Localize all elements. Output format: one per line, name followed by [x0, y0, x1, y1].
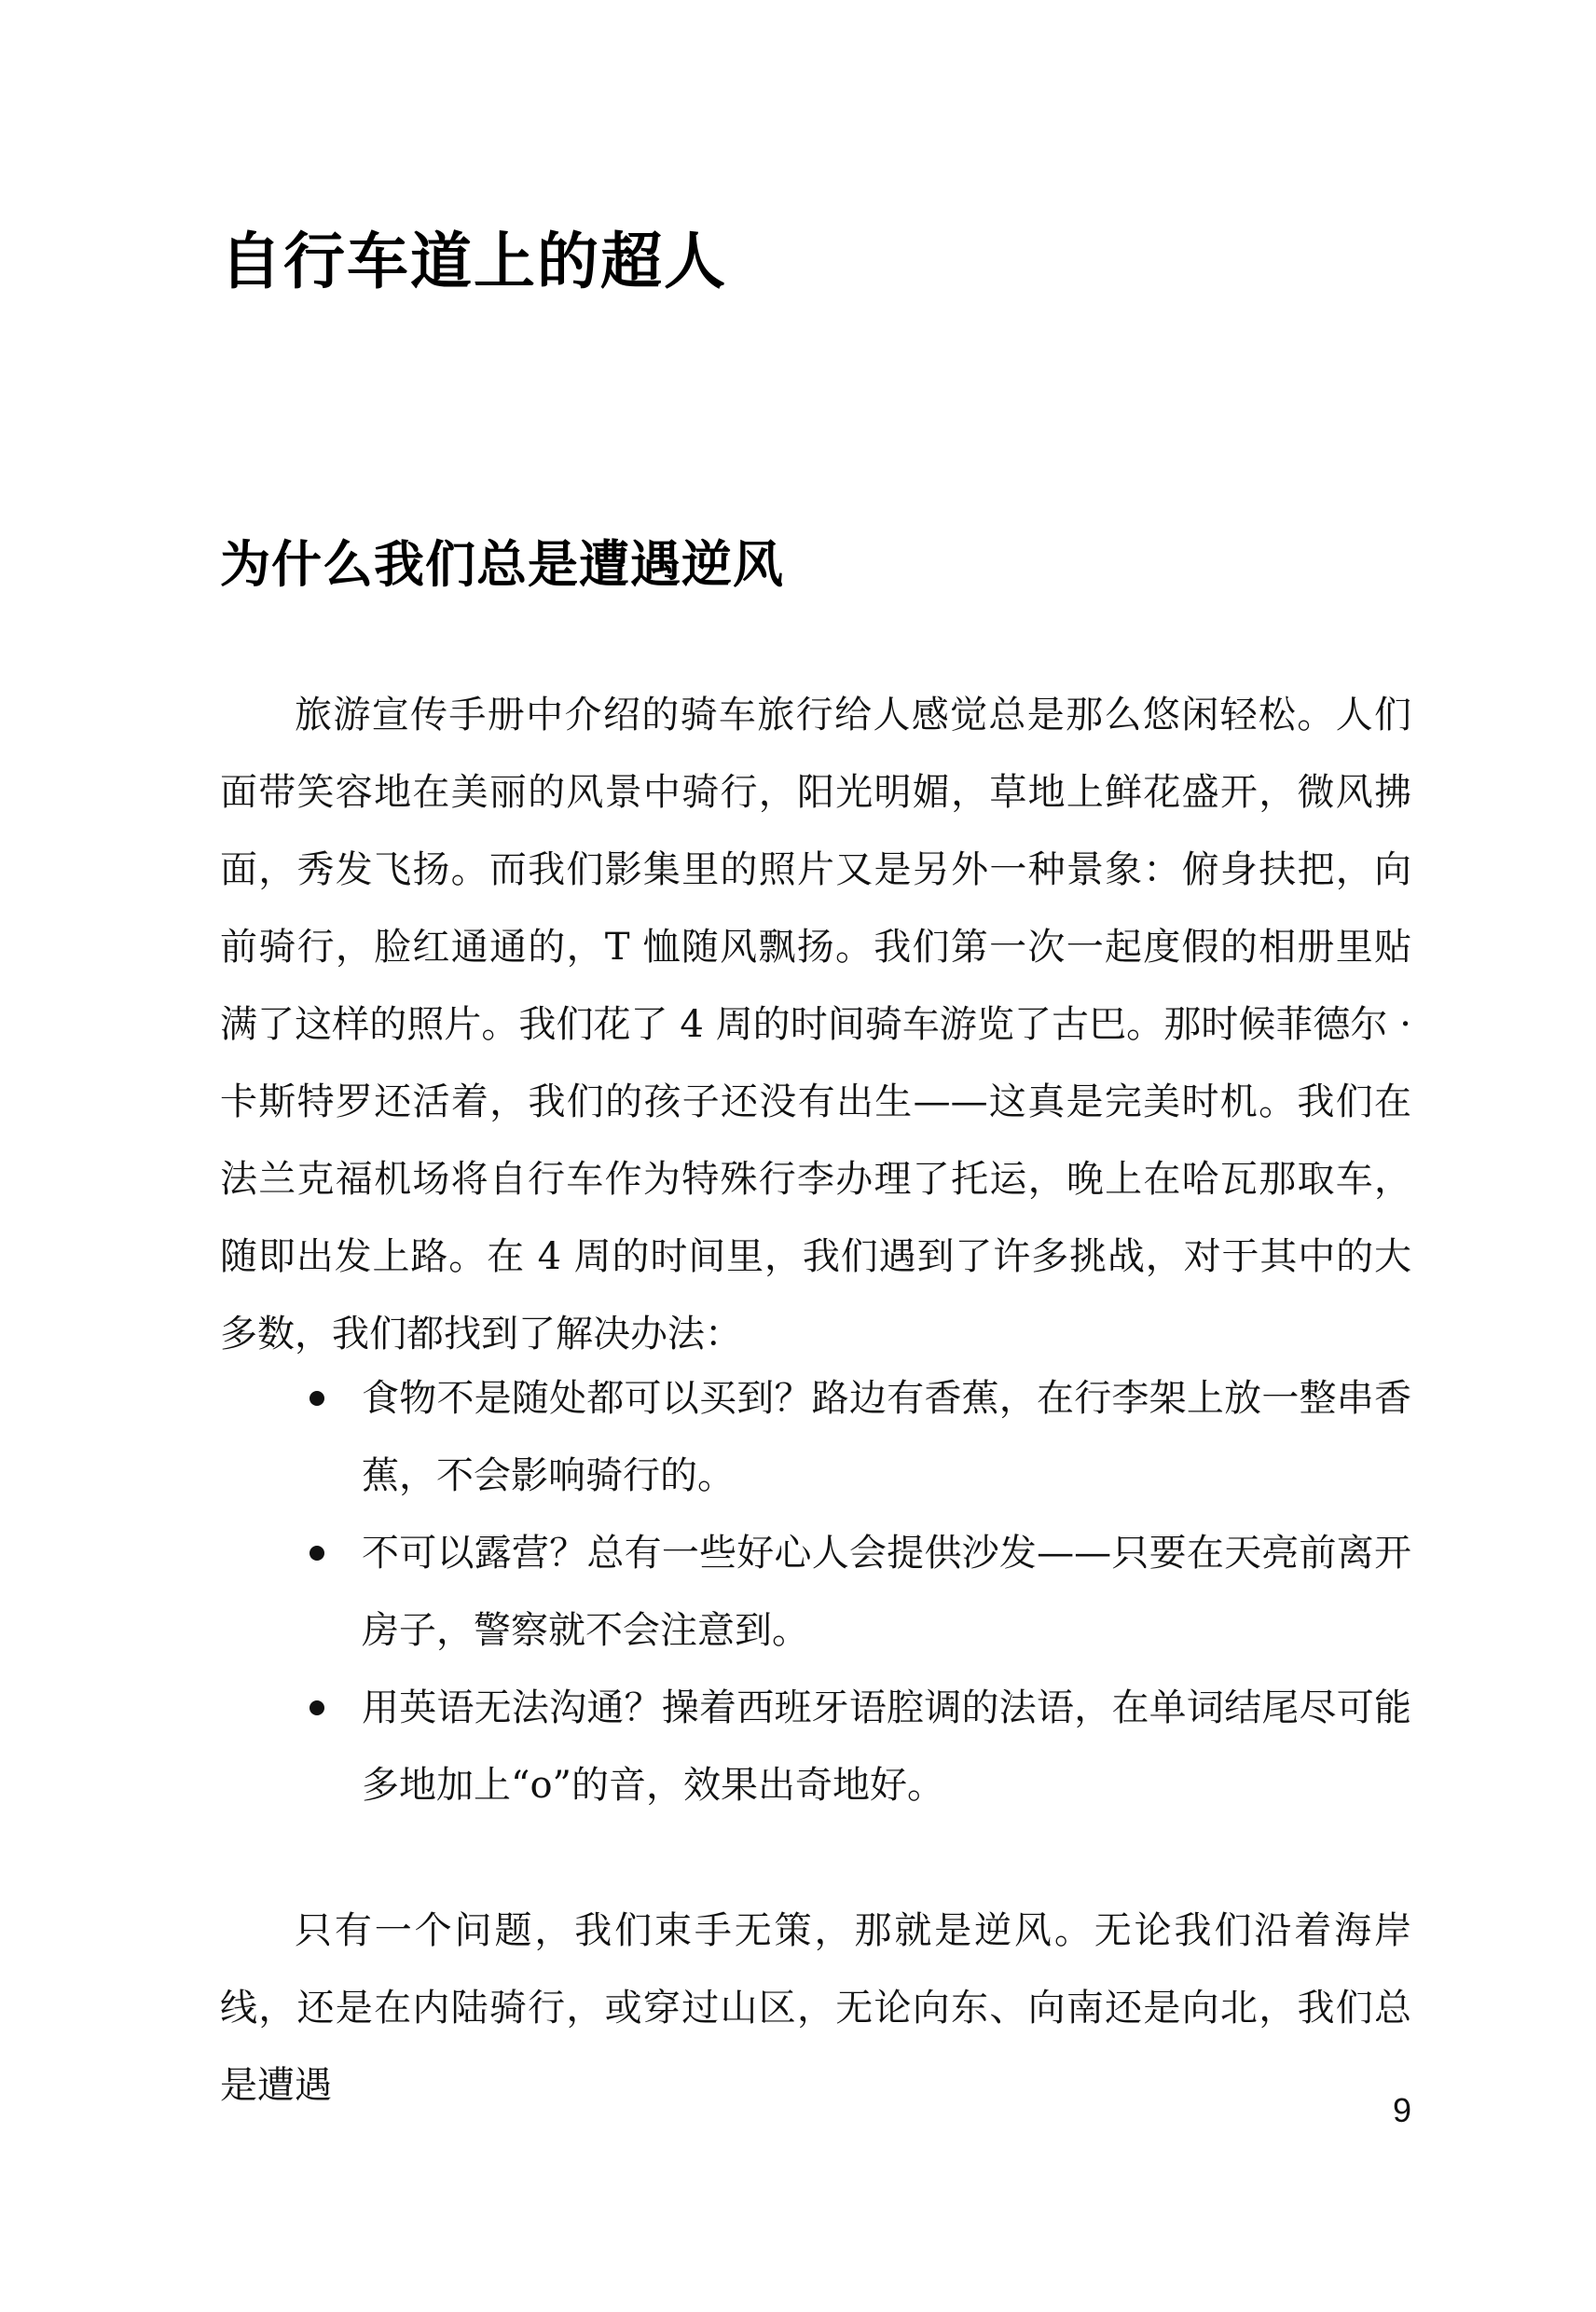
list-item-text: 食物不是随处都可以买到？路边有香蕉，在行李架上放一整串香蕉，不会影响骑行的。	[362, 1377, 1411, 1497]
section-title: 为什么我们总是遭遇逆风	[220, 534, 784, 594]
paragraph-2	[220, 1892, 1411, 2125]
list-item-text: 不可以露营？总有一些好心人会提供沙发——只要在天亮前离开房子，警察就不会注意到。	[362, 1532, 1411, 1652]
list-item	[220, 1360, 1411, 1515]
page-number: 9	[1392, 2091, 1411, 2129]
chapter-title: 自行车道上的超人	[220, 226, 727, 297]
list-item	[220, 1515, 1411, 1670]
paragraph-1-text: 旅游宣传手册中介绍的骑车旅行给人感觉总是那么悠闲轻松。人们面带笑容地在美丽的风景中骑行，阳光明媚，草地上鲜花盛开，微风拂面，秀发飞扬。而我们影集里的照片又是另外一种景象：俯身扶把，向前骑行，脸红通通的，T 恤随风飘扬。我们第一次一起度假的相册里贴满了这样的照片。我们花了 4 周的时间骑车游览了古巴。那时候菲德尔 · 卡斯特罗还活着，我们的孩子还没有出生——这真是完美时机。我们在法兰克福机场将自行车作为特殊行李办理了托运，晚上在哈瓦那取车，随即出发上路。在 4 周的时间里，我们遇到了许多挑战，对于其中的大多数，我们都找到了解决办法：	[220, 694, 1411, 1356]
paragraph-1	[220, 677, 1411, 1373]
paragraph-2-text: 只有一个问题，我们束手无策，那就是逆风。无论我们沿着海岸线，还是在内陆骑行，或穿过山区，无论向东、向南还是向北，我们总是遭遇	[220, 1909, 1411, 2107]
list-item	[220, 1670, 1411, 1824]
bullet-list	[220, 1360, 1411, 1824]
list-item-text: 用英语无法沟通？操着西班牙语腔调的法语，在单词结尾尽可能多地加上“o”的音，效果出奇地好。	[362, 1686, 1411, 1807]
bullet-dot-icon	[310, 1546, 324, 1561]
bullet-dot-icon	[310, 1700, 324, 1715]
bullet-dot-icon	[310, 1391, 324, 1406]
